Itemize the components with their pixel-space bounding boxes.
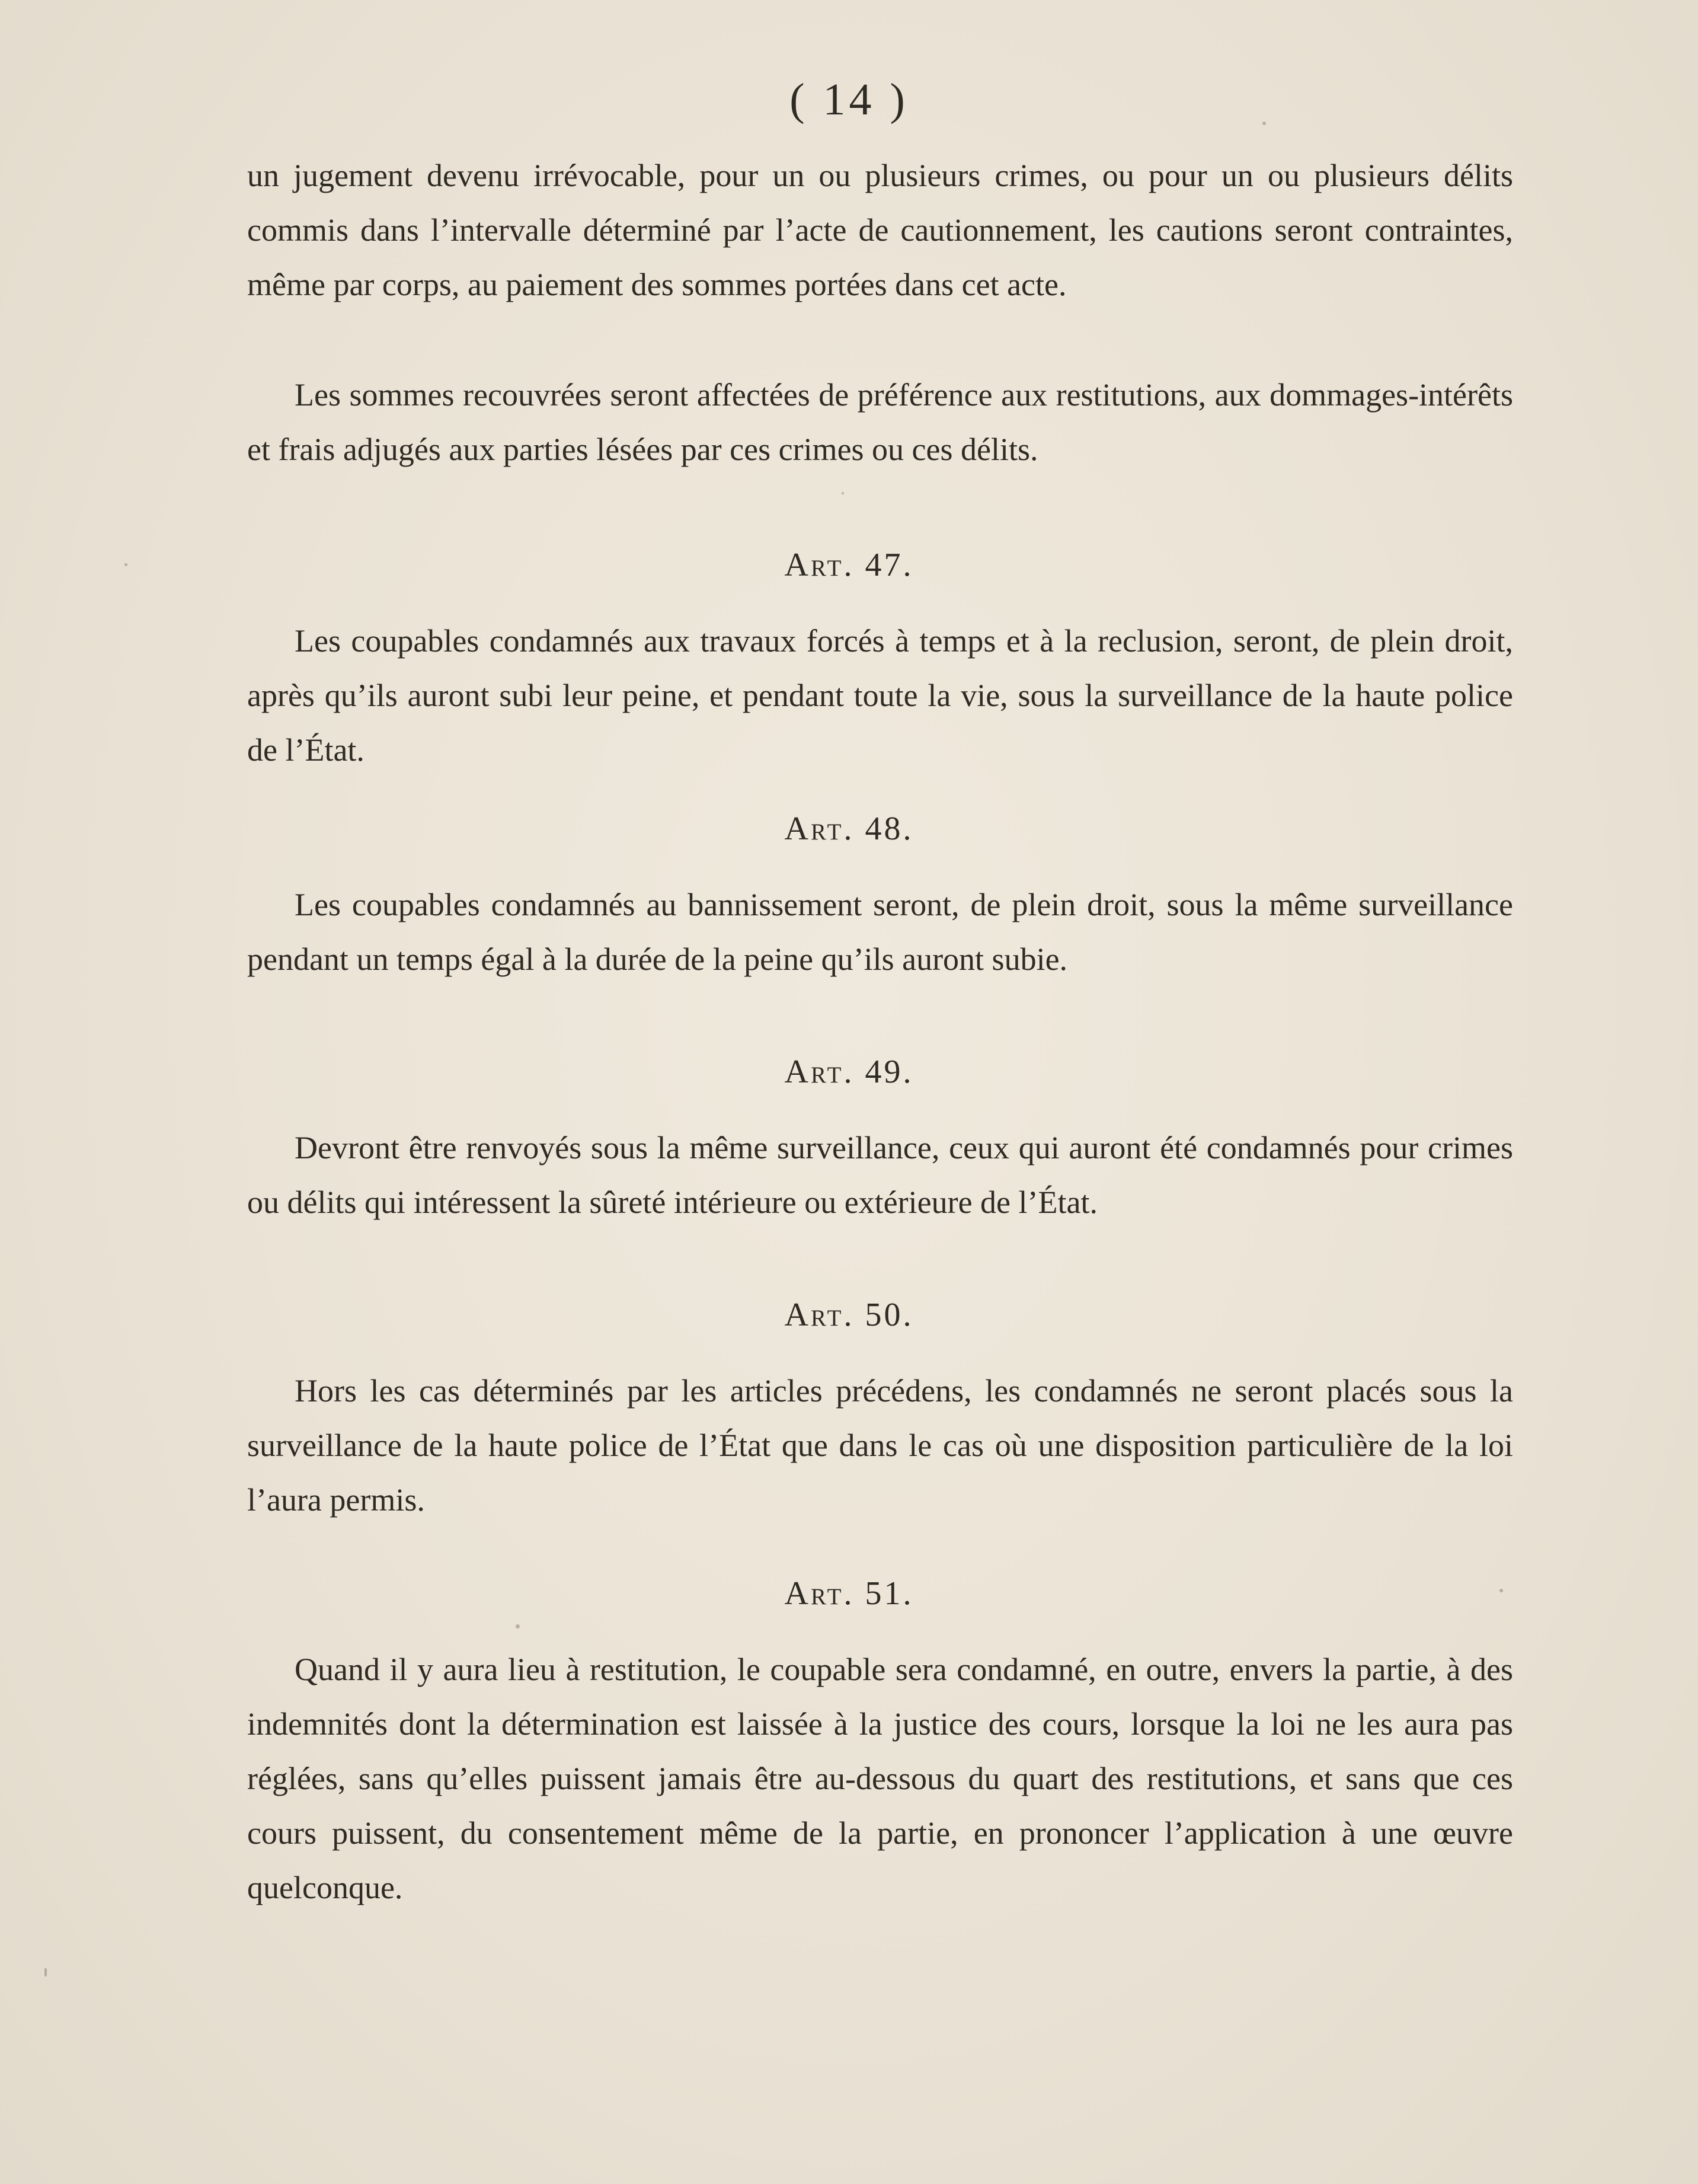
article-heading-50: Art. 50. <box>784 1297 914 1333</box>
paper-speck <box>1262 122 1266 125</box>
article-heading-48: Art. 48. <box>784 810 914 847</box>
article-heading-47: Art. 47. <box>784 547 914 583</box>
paragraph-article-48: Les coupables condamnés au bannissement seront, de plein droit, sous la même surveillance pendant un temps égal à la durée de la peine qu’ils auront subie. <box>247 887 1513 977</box>
paragraph-continuation: un jugement devenu irrévocable, pour un ou plusieurs crimes, ou pour un ou plusieurs délits commis dans l’intervalle déterminé par l’acte de cautionnement, les cautions seront contraintes, même par corps, au paiement des sommes portées dans cet acte. <box>247 158 1513 302</box>
article-heading-51: Art. 51. <box>784 1575 914 1612</box>
paper-speck <box>124 563 127 566</box>
paper-speck <box>842 492 844 494</box>
paper-speck <box>44 1968 47 1977</box>
paper-speck <box>1499 1589 1503 1592</box>
paragraph-article-51: Quand il y aura lieu à restitution, le coupable sera condamné, en outre, envers la partie, à des indemnités dont la détermination est laissée à la justice des cours, lorsque la loi ne les aura pas réglées, sans qu’elles puissent jamais être au-dessous du quart des restitutions, et sans que ces cours puissent, du consentement même de la partie, en prononcer l’application à une œuvre quelconque. <box>247 1652 1513 1905</box>
article-heading-49: Art. 49. <box>784 1053 914 1090</box>
paragraph-sommes-recouvrees: Les sommes recouvrées seront affectées de préférence aux restitutions, aux dommages-intérêts et frais adjugés aux parties lésées par ces crimes ou ces délits. <box>247 377 1513 467</box>
paper-speck <box>516 1624 520 1629</box>
paragraph-article-49: Devront être renvoyés sous la même surveillance, ceux qui auront été condamnés pour crimes ou délits qui intéressent la sûreté intérieure ou extérieure de l’État. <box>247 1130 1513 1220</box>
page-number: ( 14 ) <box>789 75 909 124</box>
paragraph-article-47: Les coupables condamnés aux travaux forcés à temps et à la reclusion, seront, de plein droit, après qu’ils auront subi leur peine, et pendant toute la vie, sous la surveillance de la haute police de l’État. <box>247 623 1513 768</box>
paragraph-article-50: Hors les cas déterminés par les articles précédens, les condamnés ne seront placés sous la surveillance de la haute police de l’État que dans le cas où une disposition particulière de la loi l’aura permis. <box>247 1373 1513 1518</box>
